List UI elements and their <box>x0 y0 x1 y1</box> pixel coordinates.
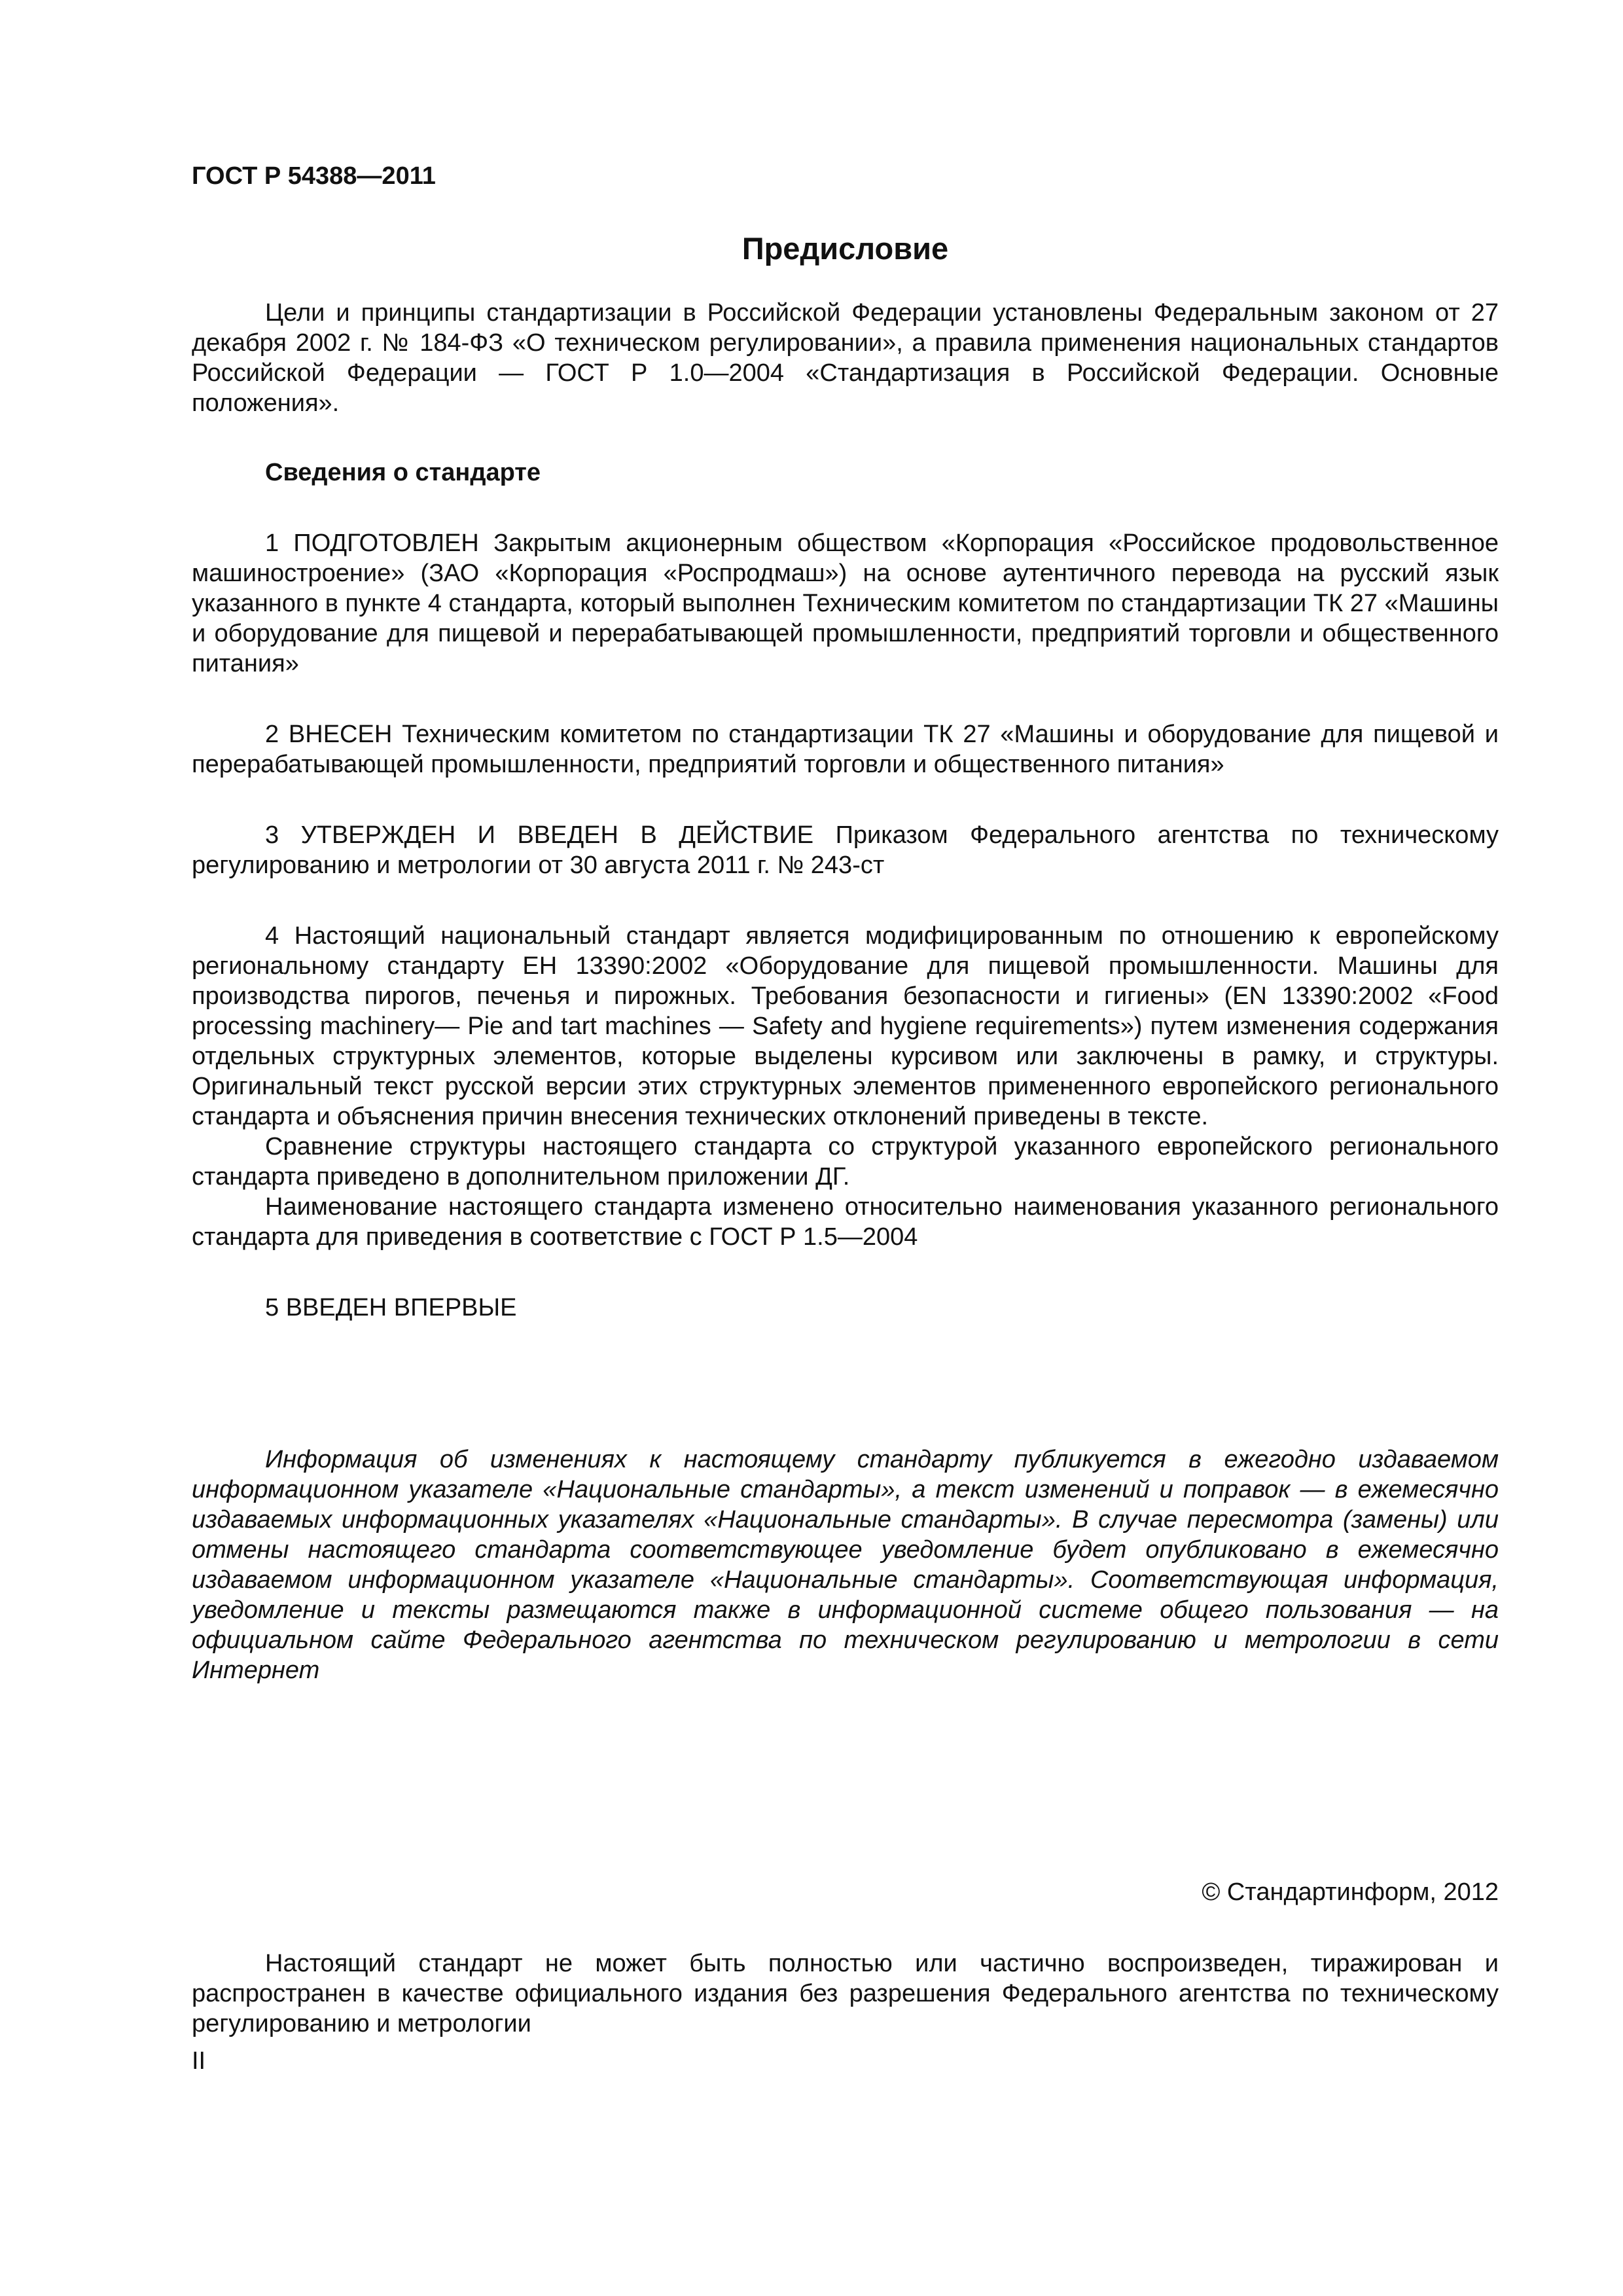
page-title: Предисловие <box>741 231 949 266</box>
intro-paragraph: Цели и принципы стандартизации в Российской Федерации установлены Федеральным законом от 27 декабря 2002 г. № 184-ФЗ «О техническом регулировании», а правила применения национальных стандартов Российской Федерации — ГОСТ Р 1.0—2004 «Стандартизация в Российской Федерации. Основные положения». <box>192 299 1499 417</box>
item-1: 1 ПОДГОТОВЛЕН Закрытым акционерным обществом «Корпорация «Российское продовольственное машиностроение» (ЗАО «Корпорация «Роспродмаш») на основе аутентичного перевода на русский язык указанного в пункте 4 стандарта, который выполнен Техническим комитетом по стандартизации ТК 27 «Машины и оборудование для пищевой и перерабатывающей промышленности, предприятий торговли и общественного питания» <box>192 529 1499 677</box>
item-3: 3 УТВЕРЖДЕН И ВВЕДЕН В ДЕЙСТВИЕ Приказом Федерального агентства по техническому регулированию и метрологии от 30 августа 2011 г. № 243-ст <box>192 821 1499 879</box>
page-number: II <box>192 2047 206 2075</box>
copyright: © Стандартинформ, 2012 <box>1202 1878 1499 1906</box>
info-notice: Информация об изменениях к настоящему стандарту публикуется в ежегодно издаваемом информационном указателе «Национальные стандарты», а текст изменений и поправок — в ежемесячно издаваемых информационных указателях «Национальные стандарты». В случае пересмотра (замены) или отмены настоящего стандарта соответствующее уведомление будет опубликовано в ежемесячно издаваемом информационном указателе «Национальные стандарты». Соответствующая информация, уведомление и тексты размещаются также в информационной системе общего пользования — на официальном сайте Федерального агентства по техническом регулированию и метрологии в сети Интернет <box>192 1446 1499 1684</box>
item-2: 2 ВНЕСЕН Техническим комитетом по стандартизации ТК 27 «Машины и оборудование для пищевой и перерабатывающей промышленности, предприятий торговли и общественного питания» <box>192 721 1499 778</box>
item-4-naming: Наименование настоящего стандарта изменено относительно наименования указанного регионального стандарта для приведения в соответствие с ГОСТ Р 1.5—2004 <box>192 1193 1499 1251</box>
item-4: 4 Настоящий национальный стандарт является модифицированным по отношению к европейскому региональному стандарту ЕН 13390:2002 «Оборудование для пищевой промышленности. Машины для производства пирогов, печенья и пирожных. Требования безопасности и гигиены» (EN 13390:2002 «Food processing machinery— Pie and tart machines — Safety and hygiene requirements») путем изменения содержания отдельных структурных элементов, которые выделены курсивом или заключены в рамку, и структуры. Оригинальный текст русской версии этих структурных элементов примененного европейского регионального стандарта и объяснения причин внесения технических отклонений приведены в тексте. <box>192 922 1499 1130</box>
document-id: ГОСТ Р 54388—2011 <box>192 162 436 190</box>
reproduction-notice: Настоящий стандарт не может быть полностью или частично воспроизведен, тиражирован и распространен в качестве официального издания без разрешения Федерального агентства по техническому регулированию и метрологии <box>192 1950 1499 2037</box>
item-4-comparison: Сравнение структуры настоящего стандарта со структурой указанного европейского регионального стандарта приведено в дополнительном приложении ДГ. <box>192 1133 1499 1191</box>
document-body <box>192 298 1499 1685</box>
section-title: Сведения о стандарте <box>265 459 541 486</box>
item-5: 5 ВВЕДЕН ВПЕРВЫЕ <box>265 1294 517 1321</box>
